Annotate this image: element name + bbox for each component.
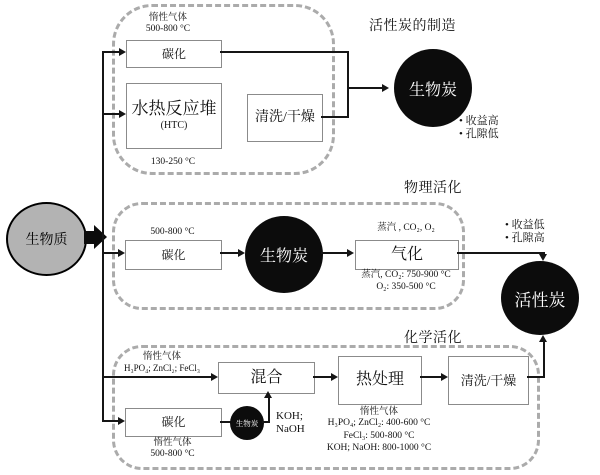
chem-mix-to-heat-arrow <box>331 373 338 381</box>
physical-section-title: 物理活化 <box>404 181 462 196</box>
biomass-node <box>6 202 87 276</box>
chem-mix-to-heat-line <box>313 376 332 378</box>
chem-koh-line2: NaOH <box>276 422 305 435</box>
branch-arrow-mixing <box>211 373 218 381</box>
chem-carb-temp: 500-800 °C <box>150 449 195 459</box>
phys-carb-to-biochar-arrow <box>238 249 245 257</box>
chem-biochar-node <box>230 406 264 440</box>
activated-carbon-node <box>501 261 579 335</box>
branch-arrow-htc <box>119 110 126 118</box>
chemical-section-title: 化学活化 <box>404 331 462 346</box>
phys-gas-temp2: O₂: 350-500 °C <box>376 282 436 292</box>
chem-biochar-up-line <box>268 398 270 423</box>
phys-gas-temp1: 蒸汽, CO₂: 750-900 °C <box>361 270 451 280</box>
htc-carbonization-box <box>126 40 222 68</box>
htc-reactor-label: 水热反应堆 <box>131 99 217 119</box>
branch-arrow-phys-carb <box>118 249 125 257</box>
branch-arrow-htc-carb <box>119 48 126 56</box>
phys-bullet-porosity: • 孔隙高 <box>505 232 545 245</box>
chem-heat-temp3: KOH; NaOH: 800-1000 °C <box>326 443 432 453</box>
htc-section-title: 活性炭的制造 <box>369 19 456 34</box>
htc-reactor-temp: 130-250 °C <box>150 157 196 167</box>
phys-gasification-label: 气化 <box>390 245 423 263</box>
phys-carb-to-biochar-line <box>220 252 239 254</box>
chem-mixing-label: 混合 <box>250 368 283 386</box>
chem-heat-label: 热处理 <box>355 371 404 389</box>
phys-biochar-to-gas-line <box>321 252 348 254</box>
chem-heat-inert-gas: 惰性气体 <box>359 407 398 417</box>
chem-carb-inert-gas: 惰性气体 <box>153 438 192 448</box>
phys-to-ac-arrow <box>539 254 547 261</box>
phys-carbonization-box <box>125 240 222 270</box>
branch-arrow-chem-carb <box>118 417 125 425</box>
chem-koh-label <box>276 410 305 435</box>
chem-wash-label: 清洗/干燥 <box>460 372 517 388</box>
phys-bullet-yield: • 收益低 <box>505 219 545 232</box>
htc-wash-label: 清洗/干燥 <box>255 109 315 125</box>
activated-carbon-label: 活性炭 <box>514 290 566 310</box>
biomass-arrow-head <box>94 225 107 249</box>
chem-inert-gas-label: 惰性气体 <box>142 352 181 362</box>
chem-heat-box <box>338 356 422 405</box>
htc-carbonization-label: 碳化 <box>161 46 186 61</box>
phys-biochar-node <box>245 216 323 293</box>
htc-bullet-porosity: • 孔隙低 <box>459 128 499 141</box>
htc-inert-gas-label: 惰性气体 <box>148 13 187 23</box>
phys-gas-agents: 蒸汽 , CO₂, O₂ <box>377 223 435 233</box>
htc-wash-out-line <box>321 116 349 118</box>
biomass-label: 生物质 <box>25 233 68 248</box>
htc-wash-box <box>247 94 323 142</box>
branch-line-htc <box>102 113 120 115</box>
htc-reactor-abbr: (HTC) <box>160 120 188 132</box>
branch-line-phys-carb <box>102 252 119 254</box>
branch-line-mixing <box>102 376 212 378</box>
chem-heat-to-wash-arrow <box>441 373 448 381</box>
htc-carb-out-line <box>220 51 349 53</box>
phys-carbonization-label: 碳化 <box>161 247 186 262</box>
chem-agents-label: H₃PO₄; ZnCl₂; FeCl₃ <box>123 363 201 373</box>
htc-inert-gas-temp: 500-800 °C <box>145 24 191 34</box>
htc-bullets <box>459 115 499 141</box>
htc-biochar-line <box>347 87 383 89</box>
phys-biochar-to-gas-arrow <box>347 249 354 257</box>
chem-biochar-label: 生物炭 <box>235 418 259 428</box>
htc-reactor-box <box>126 83 222 149</box>
chem-heat-temp1: H₃PO₄; ZnCl₂: 400-600 °C <box>327 418 431 428</box>
phys-carb-temp: 500-800 °C <box>150 227 195 237</box>
htc-biochar-label: 生物炭 <box>408 81 457 99</box>
chem-heat-to-wash-line <box>420 376 442 378</box>
chem-heat-temp2: FeCl₃: 500-800 °C <box>343 431 415 441</box>
chem-carbonization-box <box>125 408 222 437</box>
chem-to-ac-line <box>543 342 545 377</box>
phys-gasification-box <box>355 240 459 270</box>
chem-to-ac-arrow <box>539 335 547 342</box>
chem-biochar-up-arrow <box>264 391 272 398</box>
branch-line-htc-carb <box>102 51 120 53</box>
chem-carbonization-label: 碳化 <box>161 415 186 430</box>
phys-gas-out-line <box>457 252 545 254</box>
chem-mixing-box <box>218 362 315 394</box>
chem-wash-box <box>448 356 529 405</box>
trunk-line <box>102 52 104 421</box>
htc-merge-line <box>347 51 349 118</box>
phys-bullets <box>505 219 545 245</box>
branch-line-chem-carb <box>102 420 119 422</box>
htc-bullet-yield: • 收益高 <box>459 115 499 128</box>
htc-biochar-arrow <box>382 84 389 92</box>
phys-biochar-label: 生物炭 <box>259 248 308 265</box>
chem-koh-line1: KOH; <box>276 410 303 422</box>
